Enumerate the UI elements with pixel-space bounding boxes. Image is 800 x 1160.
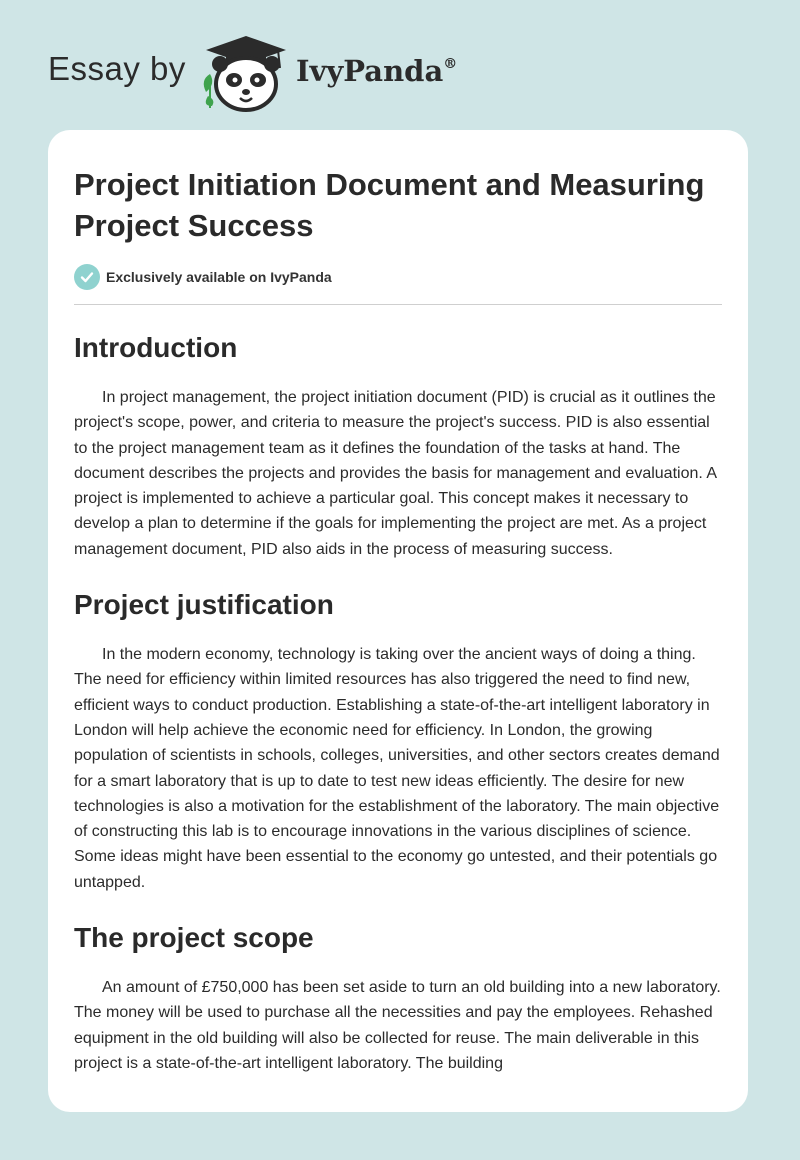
section-project-scope: [74, 921, 722, 1076]
essay-card: [48, 130, 748, 1112]
section-heading: The project scope: [74, 922, 314, 954]
page-title: Project Initiation Document and Measuring Project Success: [74, 167, 705, 243]
section-paragraph: In project management, the project initiation document (PID) is crucial as it outlines the project's scope, power, and criteria to measure the project's success. PID is also essential to the project management team as it defines the foundation of the tasks at hand. The document describes the projects and provides the basis for management and evaluation. A project is implemented to achieve a particular goal. This concept makes it necessary to develop a plan to determine if the goals for implementing the project are met. As a project management document, PID also aids in the process of measuring success.: [74, 389, 717, 558]
section-introduction: [74, 331, 722, 562]
exclusive-badge: [74, 264, 722, 290]
section-project-justification: [74, 588, 722, 895]
essay-by-label: Essay by: [48, 50, 186, 87]
brand-name[interactable]: IvyPanda®: [296, 54, 458, 88]
panda-logo-icon[interactable]: [198, 34, 290, 112]
section-paragraph: An amount of £750,000 has been set aside to turn an old building into a new laboratory. The money will be used to purchase all the necessities and pay the employees. Rehashed equipment in the old building will also be collected for reuse. The main deliverable in this project is a state-of-the-art intelligent laboratory. The building: [74, 979, 721, 1072]
section-heading: Project justification: [74, 589, 334, 621]
divider: [74, 304, 722, 305]
site-header: [0, 0, 800, 130]
check-icon: [74, 264, 100, 290]
exclusive-label: Exclusively available on IvyPanda: [106, 269, 332, 285]
section-paragraph: In the modern economy, technology is taking over the ancient ways of doing a thing. The need for efficiency within limited resources has also triggered the need to find new, efficient ways to conduct production. Establishing a state-of-the-art intelligent laboratory in London will help achieve the economic need for efficiency. In London, the growing population of scientists in schools, colleges, universities, and other sectors creates demand for a smart laboratory that is up to date to test new ideas efficiently. The desire for new technologies is also a motivation for the establishment of the laboratory. The main objective of constructing this lab is to encourage innovations in the various disciplines of science. Some ideas might have been essential to the economy go untested, and their potentials go untapped.: [74, 646, 720, 891]
section-heading: Introduction: [74, 332, 238, 363]
